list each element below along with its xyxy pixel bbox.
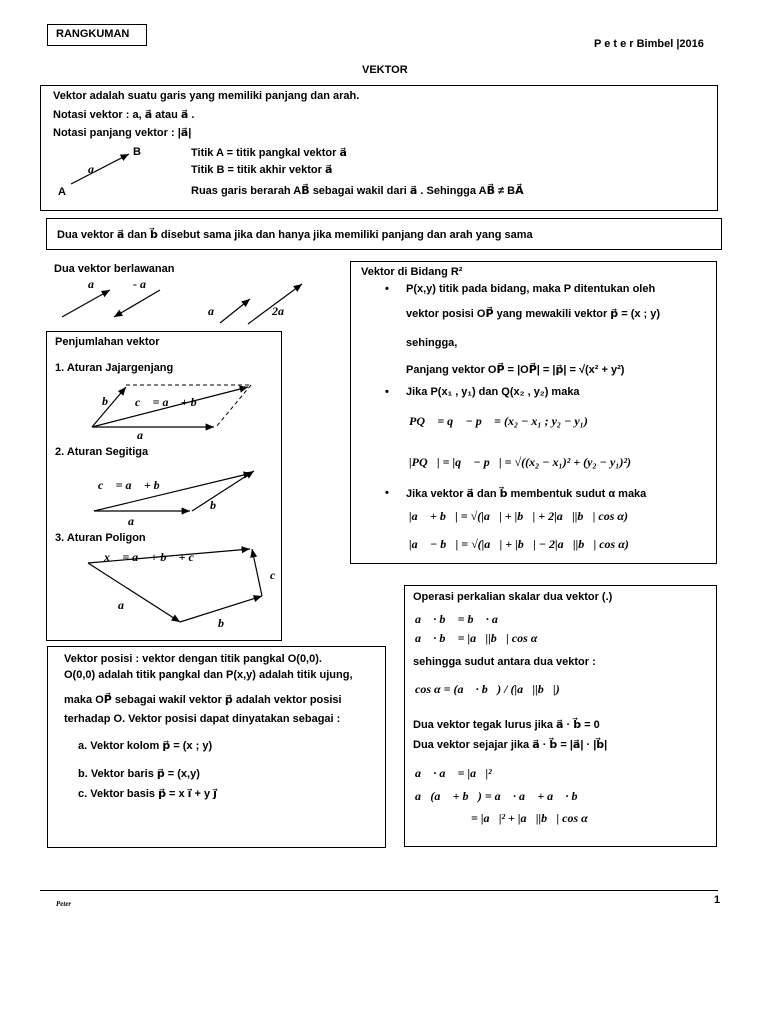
rangkuman-label: RANGKUMAN <box>56 28 130 40</box>
def-line-3: Notasi panjang vektor : |a⃗| <box>53 127 192 139</box>
rule-polygon: 3. Aturan Poligon <box>55 532 146 544</box>
dot-product-box <box>404 585 717 847</box>
r2-pq-intro: Jika P(x₁ , y₁) dan Q(x₂ , y₂) maka <box>406 386 580 398</box>
pos-line-4: terhadap O. Vektor posisi dapat dinyatakan sebagai : <box>64 713 341 725</box>
r2-position-vector: vektor posisi OP⃗ yang mewakili vektor p⃗ = (x ; y) <box>406 308 661 320</box>
tri-label-c: c⃗ = a⃗ + b⃗ <box>98 478 170 492</box>
r2-angle-intro: Jika vektor a⃗ dan b⃗ membentuk sudut α maka <box>406 488 647 500</box>
r2-pq-vector: PQ⃗ = q⃗ − p⃗ = (x₂ − x₁ ; y₂ − y₁) <box>409 414 588 428</box>
point-a-label: A <box>58 186 66 198</box>
definition-box <box>40 85 718 211</box>
tri-label-a: a⃗ <box>128 514 144 528</box>
dot-title: Operasi perkalian skalar dua vektor (.) <box>413 591 613 603</box>
tri-label-b: b⃗ <box>210 498 226 512</box>
dot-distributive: a⃗(a⃗ + b⃗) = a⃗ · a⃗ + a⃗ · b⃗ <box>415 789 587 803</box>
pos-line-2: O(0,0) adalah titik pangkal dan P(x,y) adalah titik ujung, <box>64 669 353 681</box>
r2-bullet-3: • <box>385 487 389 499</box>
equal-vectors-box <box>46 218 722 250</box>
opp-label-neg-a: - a⃗ <box>133 277 156 291</box>
pos-basis: c. Vektor basis p⃗ = x i⃗ + y j⃗ <box>78 788 217 800</box>
dot-parallel: Dua vektor sejajar jika a⃗ · b⃗ = |a⃗| · |b⃗| <box>413 739 608 751</box>
poly-label-b: b⃗ <box>218 616 234 630</box>
poly-label-c: c⃗ <box>270 568 285 582</box>
poly-label-x: x⃗ = a⃗ + b⃗ + c⃗ <box>104 550 204 564</box>
point-b-label: B <box>133 146 141 158</box>
position-vector-box <box>47 646 386 848</box>
opposite-title: Dua vektor berlawanan <box>54 263 175 275</box>
footer-rule <box>40 890 718 891</box>
sum-title: Penjumlahan vektor <box>55 336 160 348</box>
r2-vectors-box <box>350 261 717 564</box>
r2-sum-length: |a⃗ + b⃗| = √(|a⃗| + |b⃗| + 2|a⃗||b⃗| cos α) <box>409 509 628 523</box>
author-header: P e t e r Bimbel |2016 <box>594 38 704 50</box>
pos-row: b. Vektor baris p⃗ = (x,y) <box>78 768 200 780</box>
def-line-1: Vektor adalah suatu garis yang memiliki panjang dan arah. <box>53 90 360 102</box>
poly-label-a: a⃗ <box>118 598 134 612</box>
poly-c-arrow <box>252 549 262 596</box>
r2-bullet-2: • <box>385 386 389 398</box>
r2-point-text: P(x,y) titik pada bidang, maka P ditentukan oleh <box>406 283 656 295</box>
r2-pq-length: |PQ⃗| = |q⃗ − p⃗| = √((x₂ − x₁)² + (y₂ − y₁)²) <box>409 455 632 469</box>
opp-label-a: a⃗ <box>88 277 104 291</box>
para-label-a: a⃗ <box>137 428 153 442</box>
r2-bullet-1: • <box>385 283 389 295</box>
page-title: VEKTOR <box>362 64 408 76</box>
dot-expanded: = |a⃗|² + |a⃗||b⃗| cos α <box>471 811 588 825</box>
rule-parallelogram: 1. Aturan Jajargenjang <box>55 362 174 374</box>
r2-diff-length: |a⃗ − b⃗| = √(|a⃗| + |b⃗| − 2|a⃗||b⃗| cos α) <box>409 537 629 551</box>
vector-a-short-arrow <box>220 299 250 323</box>
dot-cos-formula: a⃗ · b⃗ = |a⃗||b⃗| cos α <box>415 631 538 645</box>
r2-title: Vektor di Bidang R² <box>361 266 463 278</box>
pos-column: a. Vektor kolom p⃗ = (x ; y) <box>78 740 213 752</box>
dot-angle-intro: sehingga sudut antara dua vektor : <box>413 656 596 668</box>
opp-label-2a: 2a⃗ <box>272 304 294 318</box>
pos-line-3: maka OP⃗ sebagai wakil vektor p⃗ adalah vektor posisi <box>64 694 342 706</box>
opp-label-a-short: a⃗ <box>208 304 224 318</box>
dot-perpendicular: Dua vektor tegak lurus jika a⃗ · b⃗ = 0 <box>413 719 600 731</box>
para-label-c: c⃗ = a⃗ + b⃗ <box>135 395 207 409</box>
dot-self: a⃗ · a⃗ = |a⃗|² <box>415 766 492 780</box>
equal-vectors-text: Dua vektor a⃗ dan b⃗ disebut sama jika dan hanya jika memiliki panjang dan arah yang sama <box>57 229 533 241</box>
rule-triangle: 2. Aturan Segitiga <box>55 446 149 458</box>
footer-signature: Peter <box>56 900 72 908</box>
dot-commutative: a⃗ · b⃗ = b⃗ · a⃗ <box>415 612 508 626</box>
pos-line-1: Vektor posisi : vektor dengan titik pangkal O(0,0). <box>64 653 322 665</box>
titik-a-text: Titik A = titik pangkal vektor a⃗ <box>191 147 347 159</box>
ruas-garis-text: Ruas garis berarah AB⃗ sebagai wakil dari a⃗ . Sehingga AB⃗ ≠ BA⃗ <box>191 185 524 197</box>
page-number: 1 <box>714 894 721 906</box>
vector-a-arrow <box>62 290 110 317</box>
rangkuman-tag <box>47 24 147 46</box>
vector-neg-a-arrow <box>114 290 160 317</box>
def-line-2: Notasi vektor : a, a⃗ atau a⃗ . <box>53 109 195 121</box>
para-label-b: b⃗ <box>102 394 118 408</box>
r2-sehingga: sehingga, <box>406 337 458 349</box>
titik-b-text: Titik B = titik akhir vektor a⃗ <box>191 164 333 176</box>
poly-a-arrow <box>88 563 180 622</box>
vector-a-label: a⃗ <box>88 162 104 176</box>
r2-length-formula: Panjang vektor OP⃗ = |OP⃗| = |p⃗| = √(x² + y²) <box>406 364 625 376</box>
dot-cos-alpha: cos α = (a⃗ · b⃗) / (|a⃗||b⃗|) <box>415 682 560 696</box>
